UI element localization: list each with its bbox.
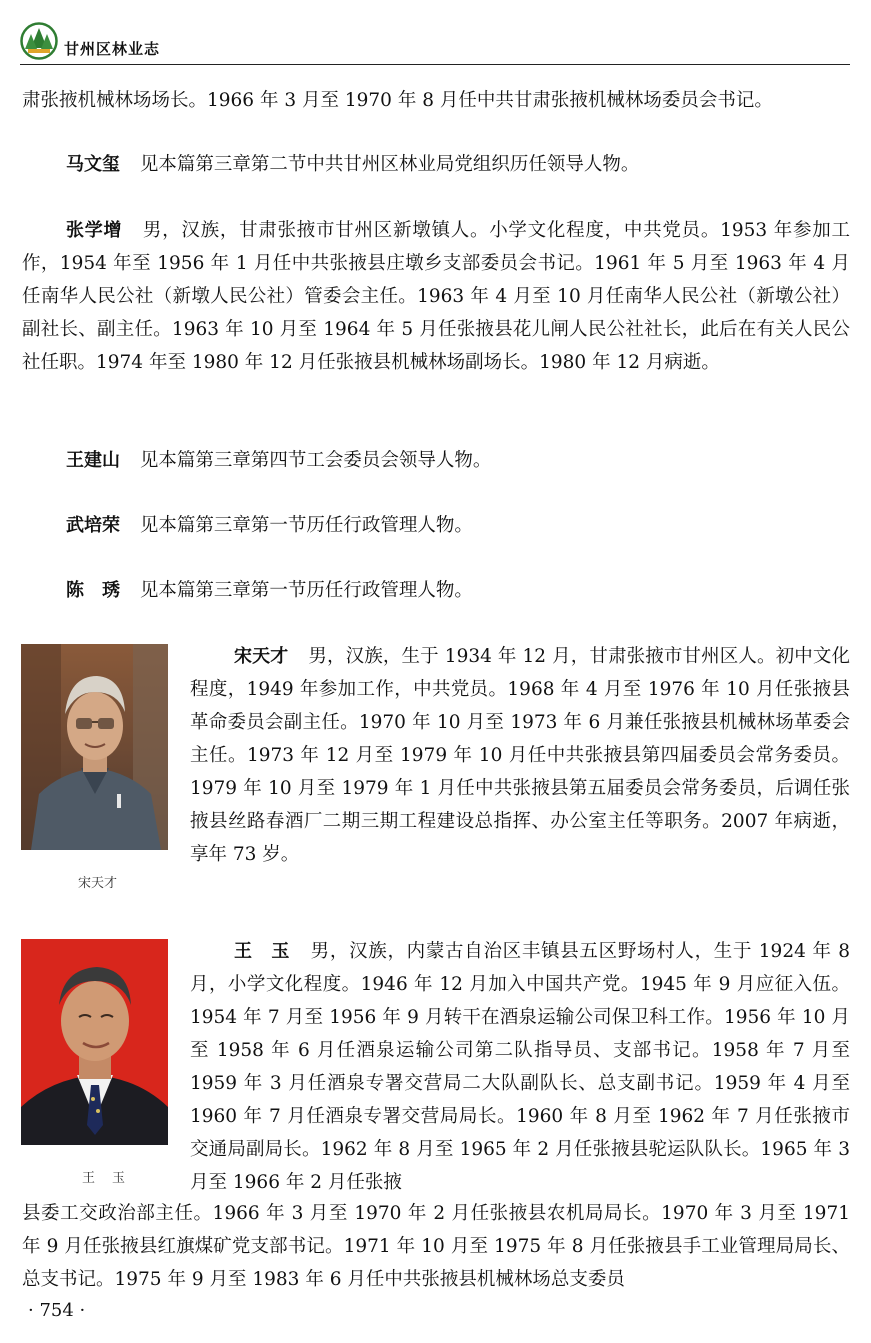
page-number: · 754 · xyxy=(28,1300,86,1321)
biography-text: 男，汉族，内蒙古自治区丰镇县五区野场村人，生于 1924 年 8 月，小学文化程度。1946 年 12 月加入中国共产党。1945 年 9 月应征入伍。1954 年 7 月至 1956 年 9 月转干在酒泉运输公司保卫科工作。1956 年 10 月至 1958 年 6 月任酒泉运输公司第二队指导员、支部书记。1958 年 7 月至 1959 年 3 月任酒泉专署交营局二大队副队长、总支副书记。1959 年 4 月至 1960 年 7 月任酒泉专署交营局局长。1960 年 8 月至 1962 年 7 月任张掖市交通局副局长。1962 年 8 月至 1965 年 2 月任张掖县驼运队队长。1965 年 3 月至 1966 年 2 月任张掖 xyxy=(190,941,850,1193)
person-name: 陈 琇 xyxy=(66,580,120,601)
person-name: 王建山 xyxy=(66,450,120,471)
biography-entry xyxy=(22,214,850,379)
biography-continuation xyxy=(22,1197,850,1296)
portrait-image xyxy=(21,644,168,850)
person-name: 王 玉 xyxy=(234,941,291,962)
biography-text: 见本篇第三章第二节中共甘州区林业局党组织历任领导人物。 xyxy=(139,154,640,175)
continuation-paragraph xyxy=(22,84,850,117)
person-name: 宋天才 xyxy=(234,646,289,667)
biography-entry xyxy=(190,640,850,871)
biography-entry xyxy=(22,509,850,542)
photo-caption: 王 玉 xyxy=(82,1171,128,1186)
biography-text: 见本篇第三章第一节历任行政管理人物。 xyxy=(139,515,473,536)
page-header xyxy=(20,20,850,65)
person-name: 马文玺 xyxy=(66,154,120,175)
biography-text: 男，汉族，甘肃张掖市甘州区新墩镇人。小学文化程度，中共党员。1953 年参加工作，1954 年至 1956 年 1 月任中共张掖县庄墩乡支部委员会书记。1961 年 5 月至 1963 年 4 月任南华人民公社（新墩人民公社）管委会主任。1963 年 4 月至 10 月任南华人民公社（新墩公社）副社长、副主任。1963 年 10 月至 1964 年 5 月任张掖县花儿闸人民公社社长，此后在有关人民公社任职。1974 年至 1980 年 12 月任张掖县机械林场副场长。1980 年 12 月病逝。 xyxy=(22,220,851,373)
biography-text: 县委工交政治部主任。1966 年 3 月至 1970 年 2 月任张掖县农机局局长。1970 年 3 月至 1971 年 9 月任张掖县红旗煤矿党支部书记。1971 年 10 月至 1975 年 8 月任张掖县手工业管理局局长、总支书记。1975 年 9 月至 1983 年 6 月任中共张掖县机械林场总支委员 xyxy=(22,1203,850,1290)
biography-text: 男，汉族，生于 1934 年 12 月，甘肃张掖市甘州区人。初中文化程度，1949 年参加工作，中共党员。1968 年 4 月至 1976 年 10 月任张掖县革命委员会副主任。1970 年 10 月至 1973 年 6 月兼任张掖县机械林场革委会主任。1973 年 12 月至 1979 年 10 月任中共张掖县第四届委员会常务委员。1979 年 10 月至 1979 年 1 月任中共张掖县第五届委员会常务委员，后调任张掖县丝路春酒厂二期三期工程建设总指挥、办公室主任等职务。2007 年病逝，享年 73 岁。 xyxy=(190,646,850,865)
biography-entry xyxy=(22,444,850,477)
biography-entry xyxy=(22,148,850,181)
portrait-image xyxy=(21,939,168,1145)
biography-text: 见本篇第三章第一节历任行政管理人物。 xyxy=(139,580,473,601)
person-name: 张学增 xyxy=(66,220,123,241)
portrait-photo-wang xyxy=(21,939,168,1145)
forestry-logo-icon xyxy=(20,22,58,60)
biography-text: 见本篇第三章第四节工会委员会领导人物。 xyxy=(139,450,492,471)
biography-entry xyxy=(22,574,850,607)
paragraph-text: 肃张掖机械林场场长。1966 年 3 月至 1970 年 8 月任中共甘肃张掖机械林场委员会书记。 xyxy=(22,90,773,111)
photo-caption: 宋天才 xyxy=(78,876,118,891)
person-name: 武培荣 xyxy=(66,515,120,536)
book-title: 甘州区林业志 xyxy=(64,40,161,58)
biography-entry xyxy=(190,935,850,1199)
portrait-photo-song xyxy=(21,644,168,850)
